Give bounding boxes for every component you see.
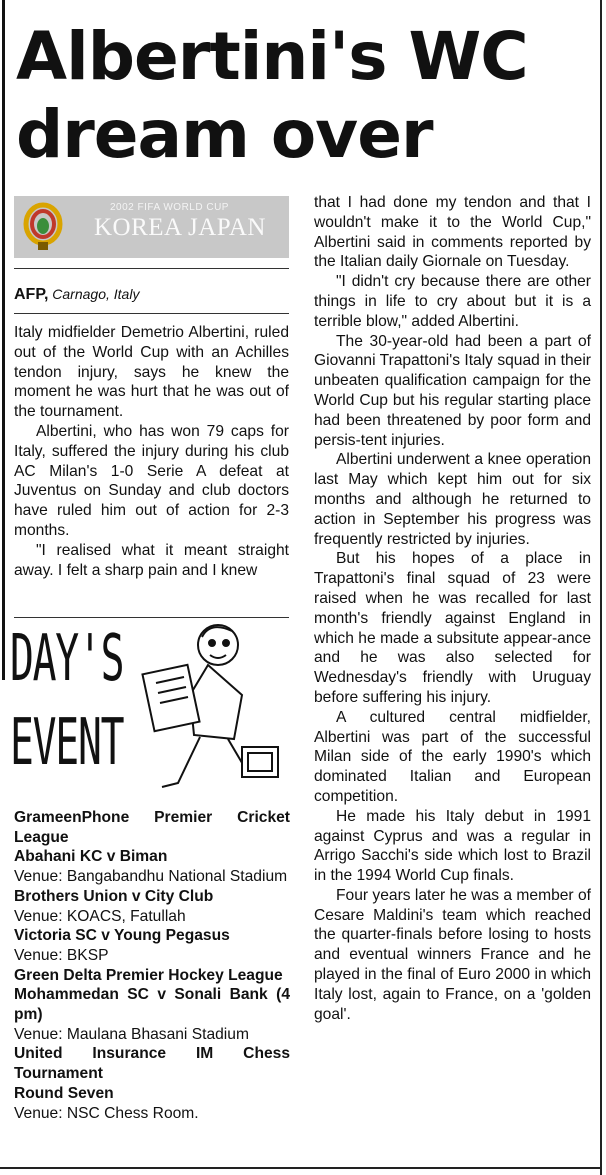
event-venue: Venue: BKSP bbox=[14, 946, 109, 964]
dateline-place: Carnago, Italy bbox=[52, 286, 140, 302]
days-event-title-line1: DAY'S bbox=[10, 622, 124, 696]
event-venue: Venue: Bangabandhu National Stadium bbox=[14, 868, 288, 886]
article-paragraph: Italy midfielder Demetrio Albertini, ruled out of the World Cup with an Achilles tendon injury, says he knew the moment he was hurt that he was out of the tournament. bbox=[14, 324, 289, 421]
event-venue: Venue: KOACS, Fatullah bbox=[14, 907, 186, 925]
days-event-banner bbox=[10, 617, 295, 807]
article-paragraph: He made his Italy debut in 1991 against Cyprus and was a regular in Arrigo Sacchi's side which lost to Brazil in the 1994 World Cup finals. bbox=[314, 807, 591, 885]
event-heading: Round Seven bbox=[14, 1084, 114, 1102]
event-heading: Brothers Union v City Club bbox=[14, 887, 214, 905]
article-paragraph: A cultured central midfielder, Albertini was part of the successful Milan side of the early 1990's which dominated Italian and European competition. bbox=[314, 708, 591, 805]
article-paragraph: But his hopes of a place in Trapattoni's final squad of 23 were raised when he was recalled for last month's friendly against England in which he made a subsitute appear-ance and he was also selected for Wednesday's friendly with Uruguay before suffering his injury. bbox=[314, 550, 591, 706]
event-heading: Mohammedan SC v Sonali Bank (4 pm) bbox=[14, 986, 290, 1024]
world-cup-logo bbox=[14, 196, 289, 258]
logo-top-text: 2002 FIFA WORLD CUP bbox=[110, 202, 229, 213]
event-heading: Green Delta Premier Hockey League bbox=[14, 966, 283, 984]
article-paragraph: Albertini underwent a knee operation last May which kept him out for six months and although he returned to action in September his progress was frequently restricted by injuries. bbox=[314, 451, 591, 548]
event-heading: Victoria SC v Young Pegasus bbox=[14, 927, 230, 945]
event-heading: GrameenPhone Premier Cricket League bbox=[14, 809, 290, 846]
dateline-bottom-rule bbox=[14, 313, 289, 314]
article-paragraph: that I had done my tendon and that I wouldn't make it to the World Cup," Albertini said in comments reported by the Italian daily Giornale on Tuesday. bbox=[314, 194, 591, 271]
article-paragraph: Albertini, who has won 79 caps for Italy, suffered the injury during his club AC Milan's 1-0 Serie A defeat at Juventus on Sunday and club doctors have ruled him out of action for 2-3 months. bbox=[14, 422, 289, 539]
logo-main-text: KOREA JAPAN bbox=[94, 214, 266, 241]
article-paragraph: Four years later he was a member of Cesare Maldini's team which reached the quarter-finals before losing to hosts and eventual winners France and he played in the final of Euro 2000 in which Italy lost, again to France, on a 'golden goal'. bbox=[314, 886, 591, 1023]
article-column-2 bbox=[314, 193, 591, 1024]
days-event-title bbox=[10, 617, 123, 785]
article-column-1 bbox=[14, 323, 289, 580]
article-paragraph: The 30-year-old had been a part of Giovanni Trapattoni's Italy squad in their unbeaten qualification campaign for the World Cup but his regular starting place had been threatened by poor form and persis-tent injuries. bbox=[314, 332, 591, 449]
dateline bbox=[14, 286, 139, 304]
days-event-title-line2: EVENT bbox=[10, 706, 124, 780]
article-paragraph: "I didn't cry because there are other things in life to cry about but it is a terrible blow," added Albertini. bbox=[314, 273, 591, 330]
article-paragraph: "I realised what it meant straight away. I felt a sharp pain and I knew bbox=[14, 541, 289, 579]
world-cup-emblem-icon bbox=[22, 202, 64, 252]
days-event-list bbox=[14, 808, 290, 1123]
event-heading: United Insurance IM Chess Tournament bbox=[14, 1045, 290, 1083]
newspaper-reader-cartoon-icon bbox=[130, 617, 290, 802]
event-venue: Venue: NSC Chess Room. bbox=[14, 1104, 199, 1122]
left-border-rule bbox=[2, 0, 5, 680]
bottom-border-rule bbox=[0, 1167, 602, 1169]
right-border-rule bbox=[600, 0, 602, 1175]
dateline-top-rule bbox=[14, 268, 289, 269]
event-heading: Abahani KC v Biman bbox=[14, 848, 168, 866]
event-venue: Venue: Maulana Bhasani Stadium bbox=[14, 1025, 249, 1043]
headline: Albertini's WC dream over bbox=[16, 18, 528, 173]
dateline-agency: AFP, bbox=[14, 286, 49, 303]
